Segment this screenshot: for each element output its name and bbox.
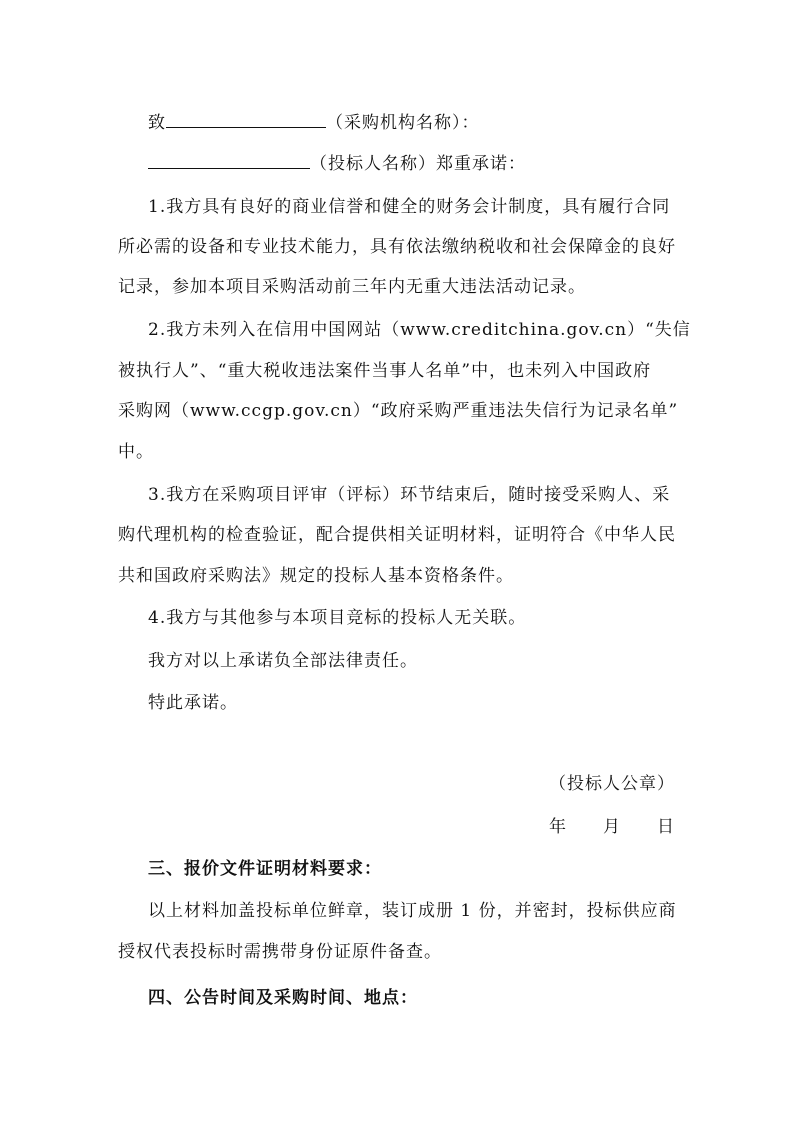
bidder-name-suffix: （投标人名称）郑重承诺：: [310, 154, 526, 174]
promise-1-line-3: 记录，参加本项目采购活动前三年内无重大违法活动记录。: [118, 277, 586, 297]
promise-2-line-1: 2.我方未列入在信用中国网站（www.creditchina.gov.cn）“失信: [148, 320, 691, 340]
closing-statement: 特此承诺。: [148, 693, 238, 713]
bidder-name-blank: [148, 154, 310, 169]
org-name-blank: [166, 113, 326, 128]
org-name-suffix: （采购机构名称）：: [326, 113, 480, 133]
seal-label: （投标人公章）: [549, 774, 675, 794]
salutation-line: [148, 108, 480, 133]
section-3-heading: 三、报价文件证明材料要求：: [148, 859, 382, 879]
promise-3-line-2: 购代理机构的检查验证，配合提供相关证明材料，证明符合《中华人民: [118, 525, 676, 545]
promise-2-line-3: 采购网（www.ccgp.gov.cn）“政府采购严重违法失信行为记录名单”: [118, 401, 679, 421]
promise-3-line-1: 3.我方在采购项目评审（评标）环节结束后，随时接受采购人、采: [148, 485, 671, 505]
promise-4: 4.我方与其他参与本项目竞标的投标人无关联。: [148, 608, 527, 628]
liability-statement: 我方对以上承诺负全部法律责任。: [148, 651, 418, 671]
promise-2-line-2: 被执行人”、“重大税收违法案件当事人名单”中，也未列入中国政府: [118, 361, 652, 381]
promise-1-line-2: 所必需的设备和专业技术能力，具有依法缴纳税收和社会保障金的良好: [118, 237, 676, 257]
promise-3-line-3: 共和国政府采购法》规定的投标人基本资格条件。: [118, 566, 514, 586]
bidder-line: [148, 149, 526, 174]
promise-1-line-1: 1.我方具有良好的商业信誉和健全的财务会计制度，具有履行合同: [148, 197, 671, 217]
section-3-line-1: 以上材料加盖投标单位鲜章，装订成册 1 份，并密封，投标供应商: [148, 901, 677, 921]
salutation-prefix: 致: [148, 113, 166, 133]
section-4-heading: 四、公告时间及采购时间、地点：: [148, 988, 418, 1008]
date-line: 年 月 日: [549, 817, 675, 837]
promise-2-line-4: 中。: [118, 442, 154, 462]
section-3-line-2: 授权代表投标时需携带身份证原件备查。: [118, 942, 442, 962]
